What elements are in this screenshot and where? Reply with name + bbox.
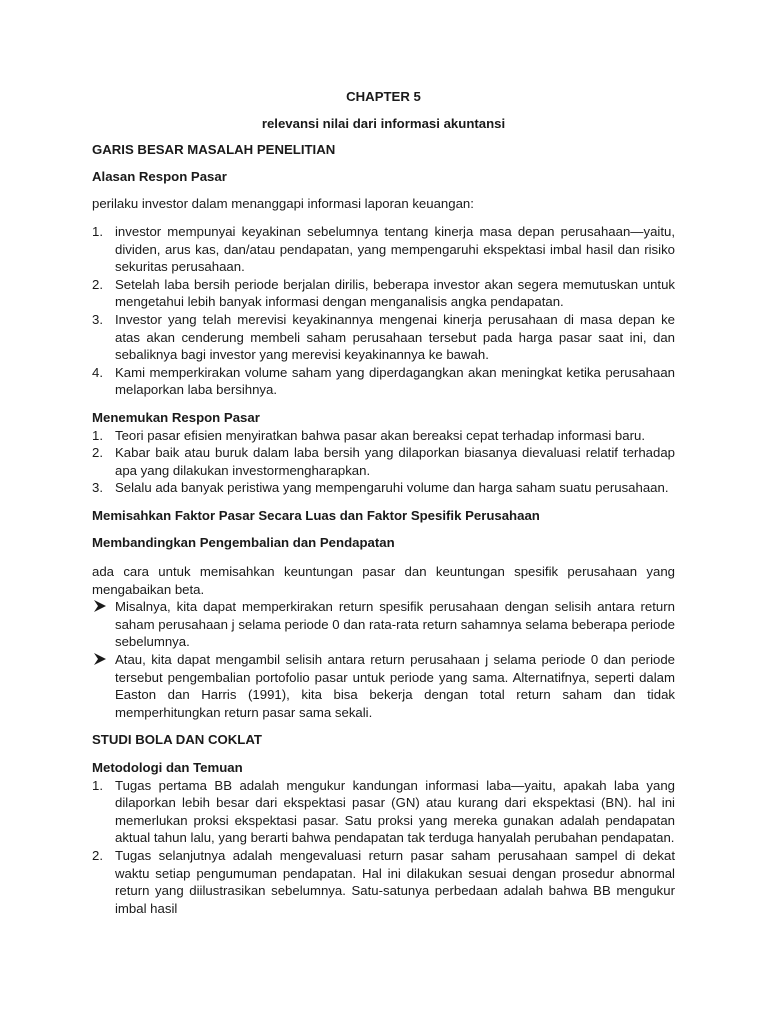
list-item: [92, 427, 675, 445]
numbered-list-menemukan: [92, 427, 675, 497]
list-item: [92, 311, 675, 364]
list-item-text: Tugas pertama BB adalah mengukur kandungan informasi laba—yaitu, apakah laba yang dilaporkan lebih besar dari ekspektasi pasar (GN) atau kurang dari ekspektasi (BN). hal ini memerlukan proksi ekspektasi pasar. Satu proksi yang mereka gunakan adalah pendapatan aktual tahun lalu, yang berarti bahwa pendapatan tak terduga hanyalah perubahan pendapatan.: [115, 777, 675, 846]
list-item-text: Kami memperkirakan volume saham yang diperdagangkan akan meningkat ketika perusahaan melaporkan laba bersihnya.: [115, 364, 675, 398]
list-item: [92, 444, 675, 479]
list-item-text: Atau, kita dapat mengambil selisih antara return perusahaan j selama periode 0 dan periode tersebut pengembalian portofolio pasar untuk periode yang sama. Alternatifnya, seperti dalam Easton dan Harris (1991), kita bisa bekerja dengan total return saham dan tidak memperhitungkan return pasar sama sekali.: [115, 652, 675, 720]
list-number: 3.: [92, 311, 103, 327]
list-number: 4.: [92, 364, 103, 380]
list-item-text: Tugas selanjutnya adalah mengevaluasi return pasar saham perusahaan sampel di dekat waktu setiap pengumuman pendapatan. Hal ini dilakukan sesuai dengan prosedur abnormal return yang diilustrasikan sebelumnya. Satu-satunya perbedaan adalah bahwa BB mengukur imbal hasil: [115, 847, 675, 916]
list-number: 2.: [92, 276, 103, 292]
list-item: [92, 223, 675, 276]
paragraph-intro-cara: ada cara untuk memisahkan keuntungan pasar dan keuntungan spesifik perusahaan yang mengabaikan beta.: [92, 564, 675, 597]
list-item: [92, 479, 675, 497]
list-item: [92, 598, 675, 651]
subheading-membandingkan: Membandingkan Pengembalian dan Pendapatan: [92, 535, 395, 551]
subheading-metodologi: Metodologi dan Temuan: [92, 760, 243, 775]
subheading-menemukan-respon-pasar: Menemukan Respon Pasar: [92, 409, 260, 425]
list-number: 1.: [92, 427, 103, 443]
chapter-title: CHAPTER 5: [346, 89, 421, 104]
list-item-text: Kabar baik atau buruk dalam laba bersih yang dilaporkan biasanya dievaluasi relatif terhadap apa yang dilakukan investormengharapkan.: [115, 445, 675, 478]
document-body: [92, 88, 675, 917]
list-item: [92, 276, 675, 311]
arrow-bullet-icon: [92, 599, 108, 613]
list-item-text: Teori pasar efisien menyiratkan bahwa pasar akan bereaksi cepat terhadap informasi baru.: [115, 427, 645, 443]
list-number: 2.: [92, 445, 103, 461]
arrow-bullet-icon: [92, 652, 108, 666]
section-heading-garis-besar: GARIS BESAR MASALAH PENELITIAN: [92, 142, 336, 158]
subheading-alasan-respon-pasar: Alasan Respon Pasar: [92, 168, 227, 184]
list-item: [92, 777, 675, 847]
list-number: 2.: [92, 847, 103, 863]
paragraph-intro-perilaku: perilaku investor dalam menanggapi informasi laporan keuangan:: [92, 196, 474, 212]
section-heading-studi-bola: STUDI BOLA DAN COKLAT: [92, 732, 262, 748]
numbered-list-metodologi: [92, 777, 675, 918]
list-item-text: Misalnya, kita dapat memperkirakan return spesifik perusahaan dengan selisih antara return saham perusahaan j selama periode 0 dan rata-rata return sahamnya selama beberapa periode sebelumnya.: [115, 599, 675, 650]
bullet-list-return: [92, 598, 675, 721]
chapter-subtitle: relevansi nilai dari informasi akuntansi: [261, 115, 506, 131]
list-item-text: investor mempunyai keyakinan sebelumnya tentang kinerja masa depan perusahaan—yaitu, dividen, arus kas, dan/atau pendapatan, yang mempengaruhi ekspektasi imbal hasil dan risiko sekuritas perusahaan.: [115, 223, 675, 275]
list-item: [92, 847, 675, 917]
list-item: [92, 364, 675, 399]
list-item-text: Selalu ada banyak peristiwa yang mempengaruhi volume dan harga saham suatu perusahaan.: [115, 480, 669, 496]
list-item-text: Setelah laba bersih periode berjalan dirilis, beberapa investor akan segera memutuskan untuk mengetahui lebih banyak informasi dengan menganalisis angka pendapatan.: [115, 276, 675, 310]
subheading-memisahkan-faktor: Memisahkan Faktor Pasar Secara Luas dan Faktor Spesifik Perusahaan: [92, 507, 540, 523]
list-number: 1.: [92, 777, 103, 793]
list-item-text: Investor yang telah merevisi keyakinannya mengenai kinerja perusahaan di masa depan ke atas akan cenderung membeli saham perusahaan tersebut pada harga pasar saat ini, dan sebaliknya bagi investor yang merevisi keyakinannya ke bawah.: [115, 311, 675, 363]
list-number: 1.: [92, 223, 103, 239]
list-item: [92, 651, 675, 721]
list-number: 3.: [92, 480, 103, 496]
numbered-list-alasan: [92, 223, 675, 399]
